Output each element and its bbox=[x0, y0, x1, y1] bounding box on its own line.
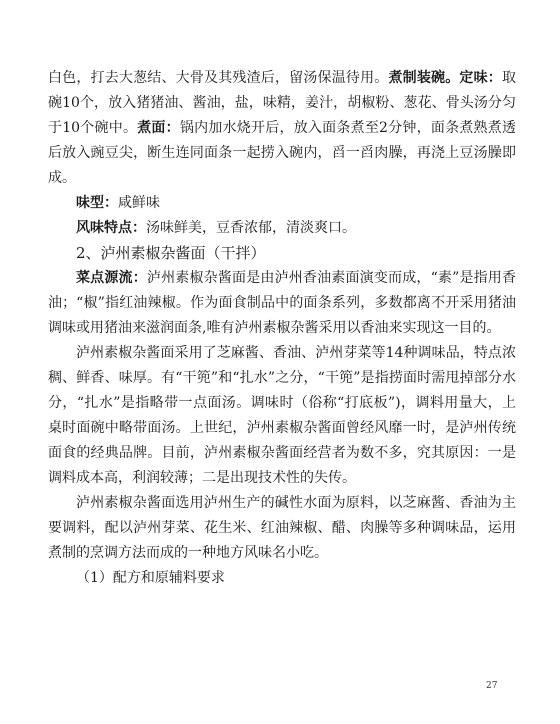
intro-text-2: 取碗10个，放入猪猪油、酱油，盐，味精，姜汁，胡椒粉、葱花、骨头汤分匀于10个碗中。 bbox=[48, 70, 516, 136]
document-body bbox=[48, 66, 516, 591]
paragraph-source bbox=[48, 266, 516, 341]
intro-bold-2: 煮面： bbox=[137, 120, 180, 136]
paragraph-2: 泸州素椒杂酱面采用了芝麻酱、香油、泸州芽菜等14种调味品，特点浓稠、鲜香、味厚。有“干篼”和“扎水”之分，“干篼”是指捞面时需甩掉部分水分，“扎水”是指略带一点面汤。调味时（俗称“打底板”)，调料用量大，上桌时面碗中略带面汤。上世纪，泸州素椒杂酱面曾经风靡一时，是泸州传统面食的经典品牌。目前，泸州素椒杂酱面经营者为数不多，究其原因：一是调料成本高，利润较薄；二是出现技术性的失传。 bbox=[48, 345, 516, 486]
taste-label: 味型： bbox=[76, 195, 118, 211]
flavor-value: 汤味鲜美，豆香浓郁，清淡爽口。 bbox=[146, 220, 356, 236]
page-number: 27 bbox=[486, 681, 498, 691]
intro-bold-1: 煮制装碗。定味： bbox=[388, 70, 502, 86]
sub-heading: （1）配方和原辅料要求 bbox=[76, 570, 225, 586]
paragraph-3: 泸州素椒杂酱面选用泸州生产的碱性水面为原料，以芝麻酱、香油为主要调料，配以泸州芽菜、花生米、红油辣椒、醋、肉臊等多种调味品，运用煮制的烹调方法而成的一种地方风味名小吃。 bbox=[48, 495, 516, 561]
taste-value: 咸鲜味 bbox=[118, 195, 160, 211]
source-text: 泸州素椒杂酱面是由泸州香油素面演变而成，“素”是指用香油；“椒”指红油辣椒。作为面食制品中的面条系列，多数都离不开采用猪油调味或用猪油来滋润面条,唯有泸州素椒杂酱采用以香油来实现这一目的。 bbox=[48, 270, 516, 336]
intro-text-1: 白色，打去大葱结、大骨及其残渣后，留汤保温待用。 bbox=[48, 70, 389, 86]
taste-line bbox=[48, 191, 516, 216]
paragraph-intro bbox=[48, 66, 516, 191]
intro-text-3: 锅内加水烧开后，放入面条煮至2分钟，面条煮熟煮透后放入豌豆尖，断生连同面条一起捞入碗内，舀一舀肉臊，再浇上豆汤臊即成。 bbox=[48, 120, 517, 186]
section-heading: 2、泸州素椒杂酱面（干拌） bbox=[76, 244, 266, 262]
source-label: 菜点源流： bbox=[76, 270, 147, 286]
flavor-line bbox=[48, 216, 516, 241]
flavor-label: 风味特点： bbox=[76, 220, 146, 236]
